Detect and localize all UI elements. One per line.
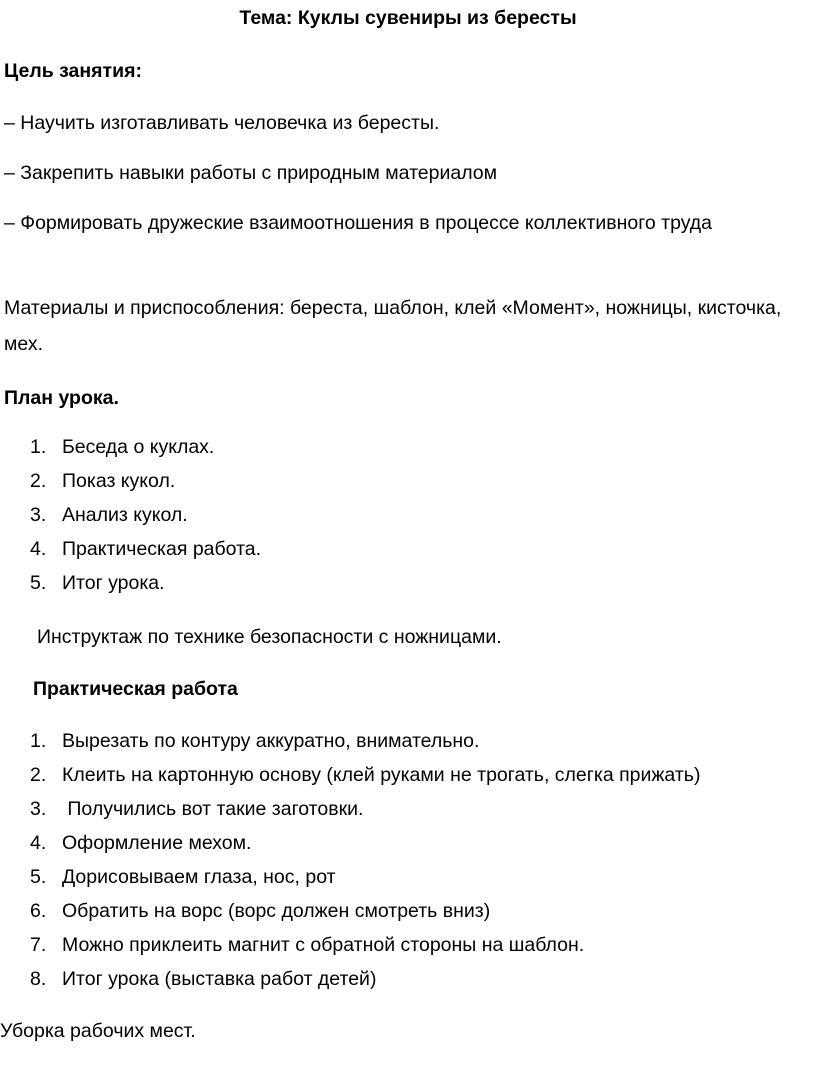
list-item-text: Дорисовываем глаза, нос, рот bbox=[62, 866, 336, 888]
materials-paragraph: Материалы и приспособления: береста, шаблон, клей «Момент», ножницы, кисточка, мех. bbox=[4, 297, 782, 355]
list-item-number: 3. bbox=[30, 798, 47, 820]
goal-item-2: – Закрепить навыки работы с природным материалом bbox=[4, 162, 498, 184]
list-item-number: 3. bbox=[30, 504, 47, 526]
list-item-text: Анализ кукол. bbox=[62, 504, 188, 526]
list-item-number: 5. bbox=[30, 866, 47, 888]
list-item-text: Клеить на картонную основу (клей руками не трогать, слегка прижать) bbox=[62, 764, 701, 786]
list-item-text: Получились вот такие заготовки. bbox=[62, 798, 364, 820]
list-item-number: 5. bbox=[30, 572, 47, 594]
list-item-text: Итог урока. bbox=[62, 572, 165, 594]
cleanup-line: Уборка рабочих мест. bbox=[0, 1020, 196, 1042]
plan-heading: План урока. bbox=[4, 387, 119, 409]
list-item-number: 1. bbox=[30, 436, 47, 458]
list-item-text: Оформление мехом. bbox=[62, 832, 252, 854]
list-item-text: Беседа о куклах. bbox=[62, 436, 215, 458]
list-item-number: 1. bbox=[30, 730, 47, 752]
goal-item-1: – Научить изготавливать человечка из бересты. bbox=[4, 112, 440, 134]
practical-heading: Практическая работа bbox=[33, 678, 238, 700]
list-item-text: Вырезать по контуру аккуратно, внимательно. bbox=[62, 730, 480, 752]
list-item-number: 4. bbox=[30, 832, 47, 854]
list-item-number: 6. bbox=[30, 900, 47, 922]
list-item-text: Показ кукол. bbox=[62, 470, 176, 492]
list-item-number: 4. bbox=[30, 538, 47, 560]
list-item-text: Можно приклеить магнит с обратной стороны на шаблон. bbox=[62, 934, 585, 956]
goal-item-3: – Формировать дружеские взаимоотношения в процессе коллективного труда bbox=[4, 212, 713, 234]
list-item-number: 7. bbox=[30, 934, 47, 956]
list-item-text: Практическая работа. bbox=[62, 538, 262, 560]
list-item-text: Обратить на ворс (ворс должен смотреть вниз) bbox=[62, 900, 491, 922]
list-item-number: 2. bbox=[30, 470, 47, 492]
safety-instruction: Инструктаж по технике безопасности с ножницами. bbox=[37, 626, 502, 648]
list-item-text: Итог урока (выставка работ детей) bbox=[62, 968, 377, 990]
list-item-number: 2. bbox=[30, 764, 47, 786]
document-title: Тема: Куклы сувениры из бересты bbox=[239, 7, 577, 29]
goal-heading: Цель занятия: bbox=[4, 60, 142, 82]
list-item-number: 8. bbox=[30, 968, 47, 990]
